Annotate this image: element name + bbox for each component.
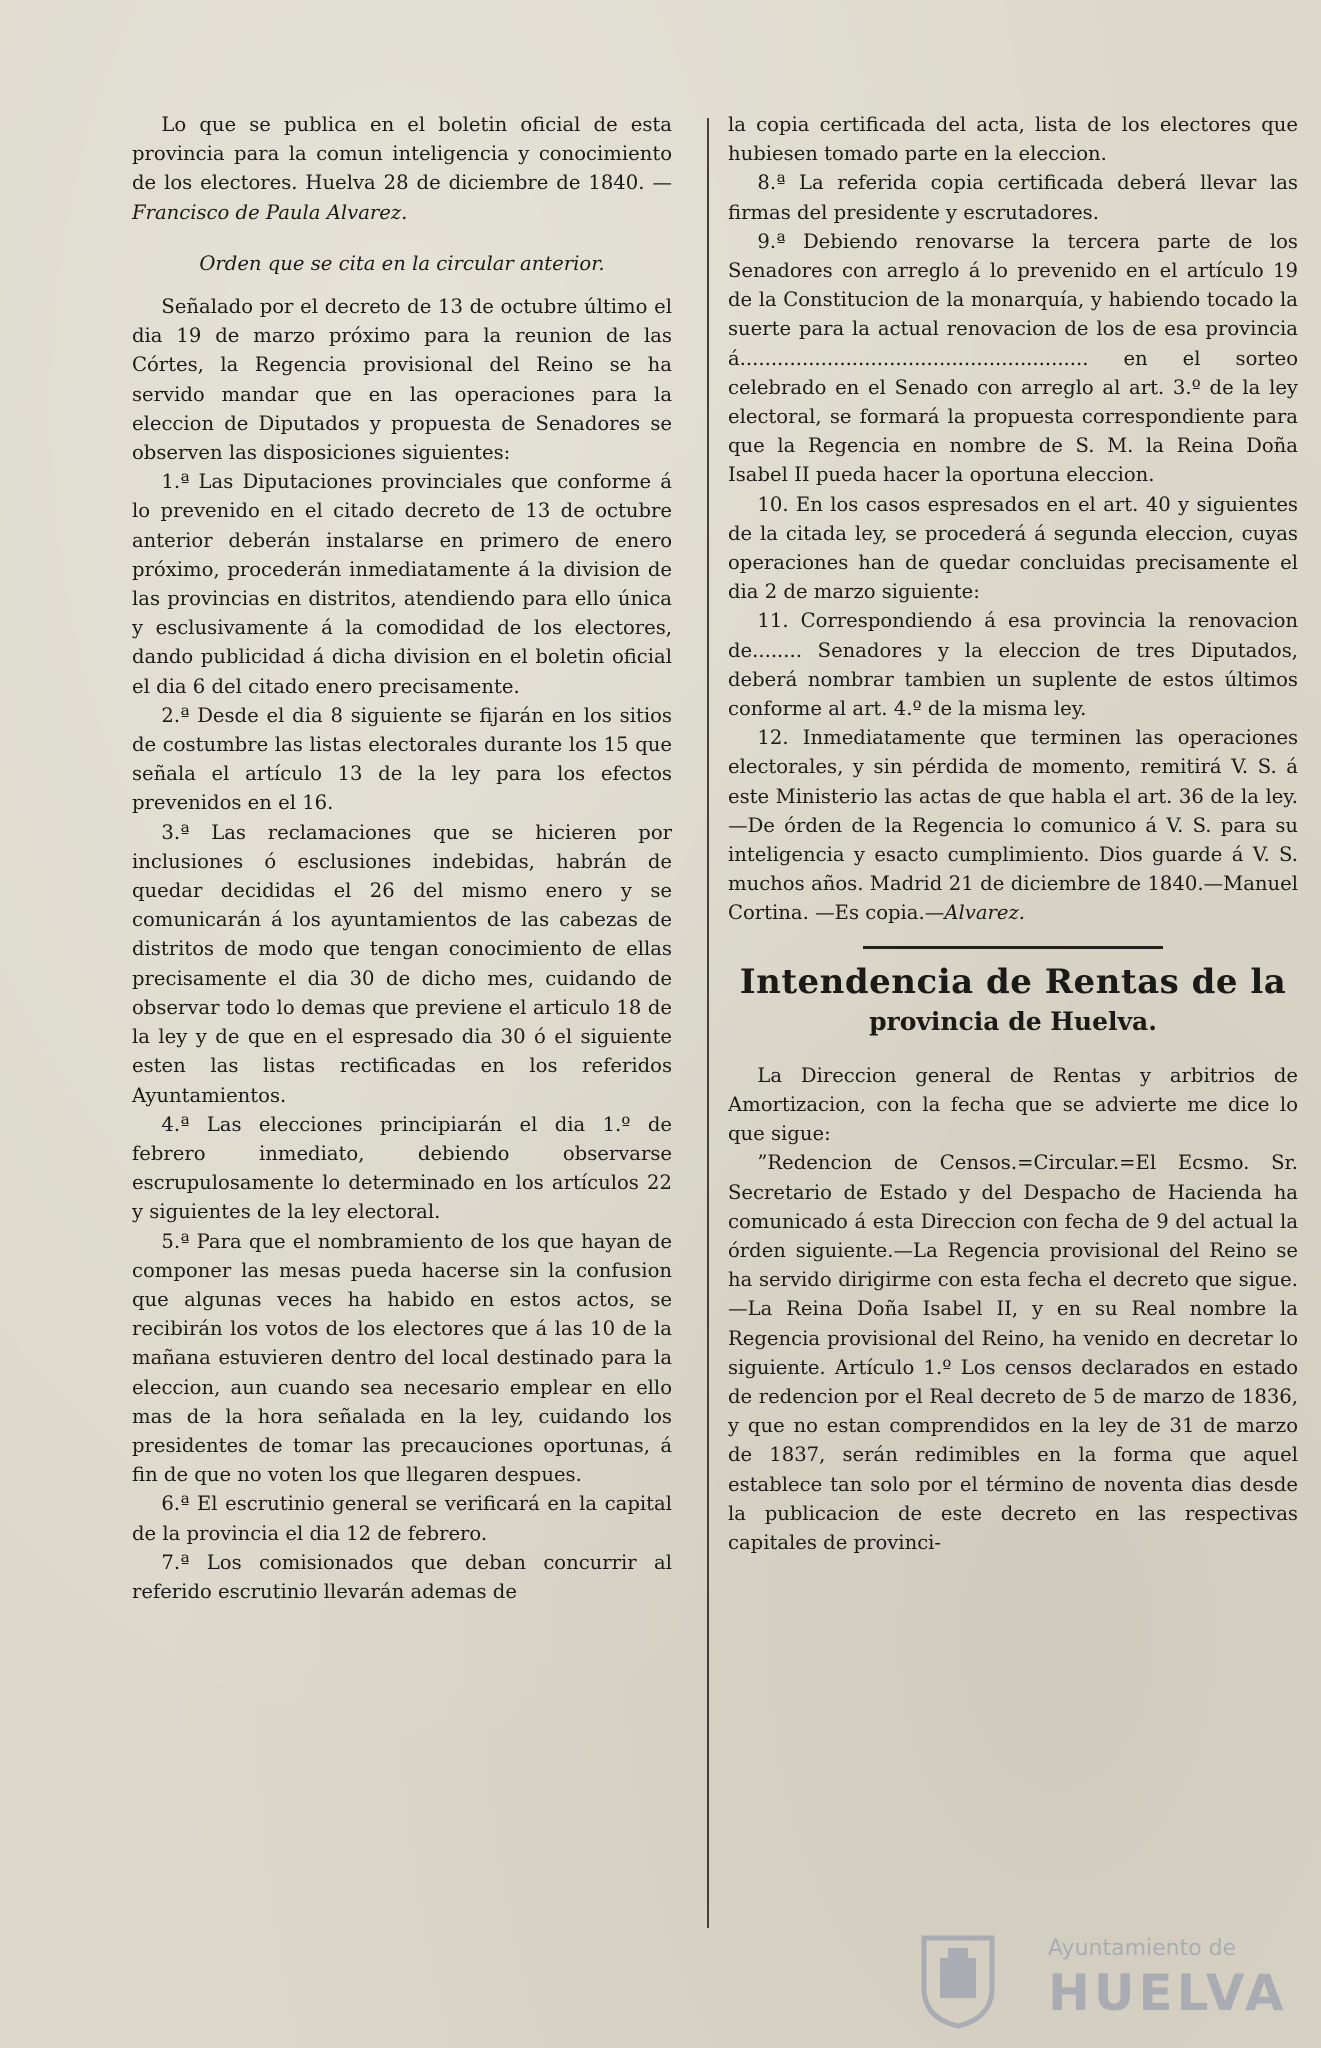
publication-notice-text: Lo que se publica en el boletin oficial de esta provincia para la comun inteligencia y conocimiento de los electores. Huelva 28 de diciembre de 1840. — xyxy=(132,113,672,195)
paragraph-article-4: 4.ª Las elecciones principiarán el dia 1.º de febrero inmediato, debiendo observarse escrupulosamente lo determinado en los artículos 22 y siguientes de la ley electoral. xyxy=(132,1112,672,1224)
paragraph-publication-notice xyxy=(132,110,672,227)
paragraph-article-7: 7.ª Los comisionados que deban concurrir al referido escrutinio llevarán ademas de xyxy=(132,1550,672,1603)
section-rule xyxy=(863,946,1163,949)
signature-alvarez: Alvarez. xyxy=(944,901,1026,925)
column-divider xyxy=(707,118,709,1928)
paragraph-article-8: 8.ª La referida copia certificada deberá llevar las firmas del presidente y escrutadores. xyxy=(728,171,1298,224)
section-title: Intendencia de Rentas de la xyxy=(739,961,1287,1002)
paragraph-direccion: La Direccion general de Rentas y arbitrios de Amortizacion, con la fecha que se advierte me dice lo que sigue: xyxy=(728,1063,1298,1146)
article-12-text: 12. Inmediatamente que terminen las operaciones electorales, y sin pérdida de momento, remitirá V. S. á este Ministerio las actas de que habla el art. 36 de la ley.—De órden de la Regencia lo comunico á V. S. para su inteligencia y esacto cumplimiento. Dios guarde á V. S. muchos años. Madrid 21 de diciembre de 1840.—Manuel Cortina. —Es copia.— xyxy=(728,726,1298,925)
right-column xyxy=(728,110,1298,1557)
paragraph-continuation: la copia certificada del acta, lista de los electores que hubiesen tomado parte en la eleccion. xyxy=(728,113,1298,166)
paragraph-article-3: 3.ª Las reclamaciones que se hicieren por inclusiones ó esclusiones indebidas, habrán de quedar decididas el 26 del mismo enero y se comunicarán á los ayuntamientos de las cabezas de distritos de modo que tengan conocimiento de ellas precisamente el dia 30 de dicho mes, cuidando de observar todo lo demas que previene el articulo 18 de la ley y de que en el espresado dia 30 ó el siguiente esten las listas rectificadas en los referidos Ayuntamientos. xyxy=(132,820,672,1107)
left-column xyxy=(132,110,672,1606)
city-shield-icon xyxy=(918,1930,998,2030)
paragraph-redencion-censos: ”Redencion de Censos.=Circular.=El Ecsmo. Sr. Secretario de Estado y del Despacho de Hacienda ha comunicado á esta Direccion con fecha de 9 del actual la órden siguiente.—La Regencia provisional del Reino se ha servido dirigirme con esta fecha el decreto que sigue.—La Reina Doña Isabel II, y en su Real nombre la Regencia provisional del Reino, ha venido en decretar lo siguiente. Artículo 1.º Los censos declarados en estado de redencion por el Real decreto de 5 de marzo de 1836, y que no estan comprendidos en la ley de 31 de marzo de 1837, serán redimibles en la forma que aquel establece tan solo por el término de noventa dias desde la publicacion de este decreto en las respectivas capitales de provinci- xyxy=(728,1151,1298,1554)
paragraph-article-1: 1.ª Las Diputaciones provinciales que conforme á lo prevenido en el citado decreto de 13 de octubre anterior deberán instalarse en primero de enero próximo, procederán inmediatamente á la division de las provincias en distritos, atendiendo para ello única y esclusivamente á la comodidad de los electores, dando publicidad á dicha division en el boletin oficial el dia 6 del citado enero precisamente. xyxy=(132,470,672,698)
paragraph-article-12 xyxy=(728,723,1298,927)
watermark-line-2: HUELVA xyxy=(1048,1964,1288,2022)
order-heading: Orden que se cita en la circular anterior. xyxy=(199,251,605,275)
section-subtitle: provincia de Huelva. xyxy=(869,1006,1157,1036)
paragraph-article-9: 9.ª Debiendo renovarse la tercera parte de los Senadores con arreglo á lo prevenido en el artículo 19 de la Constitucion de la monarquía, y habiendo tocado la suerte para la actual renovacion de los de esa provincia á........................................................ en el sorteo celebrado en el Senado con arreglo al art. 3.º de la ley electoral, se formará la propuesta correspondiente para que la Regencia en nombre de S. M. la Reina Doña Isabel II pueda hacer la oportuna eleccion. xyxy=(728,229,1298,487)
paragraph-article-11: 11. Correspondiendo á esa provincia la renovacion de........ Senadores y la eleccion de tres Diputados, deberá nombrar tambien un suplente de estos últimos conforme al art. 4.º de la misma ley. xyxy=(728,609,1298,721)
watermark-ayuntamiento-huelva xyxy=(918,1930,1288,2030)
watermark-line-1: Ayuntamiento de xyxy=(1048,1936,1237,1961)
paragraph-article-10: 10. En los casos espresados en el art. 40 y siguientes de la citada ley, se procederá á segunda eleccion, cuyas operaciones han de quedar concluidas precisamente el dia 2 de marzo siguiente: xyxy=(728,492,1298,604)
paragraph-article-6: 6.ª El escrutinio general se verificará en la capital de la provincia el dia 12 de febrero. xyxy=(132,1492,672,1545)
paragraph-intro: Señalado por el decreto de 13 de octubre último el dia 19 de marzo próximo para la reunion de las Córtes, la Regencia provisional del Reino se ha servido mandar que en las operaciones para la eleccion de Diputados y propuesta de Senadores se observen las disposiciones siguientes: xyxy=(132,295,672,465)
signature-francisco: Francisco de Paula Alvarez. xyxy=(132,200,408,224)
paragraph-article-5: 5.ª Para que el nombramiento de los que hayan de componer las mesas pueda hacerse sin la confusion que algunas veces ha habido en estos actos, se recibirán los votos de los electores que á las 10 de la mañana estuvieren dentro del local destinado para la eleccion, aun cuando sea necesario emplear en ello mas de la hora señalada en la ley, cuidando los presidentes de tomar las precauciones oportunas, á fin de que no voten los que llegaren despues. xyxy=(132,1229,672,1487)
paragraph-article-2: 2.ª Desde el dia 8 siguiente se fijarán en los sitios de costumbre las listas electorales durante los 15 que señala el artículo 13 de la ley para los efectos prevenidos en el 16. xyxy=(132,703,672,815)
